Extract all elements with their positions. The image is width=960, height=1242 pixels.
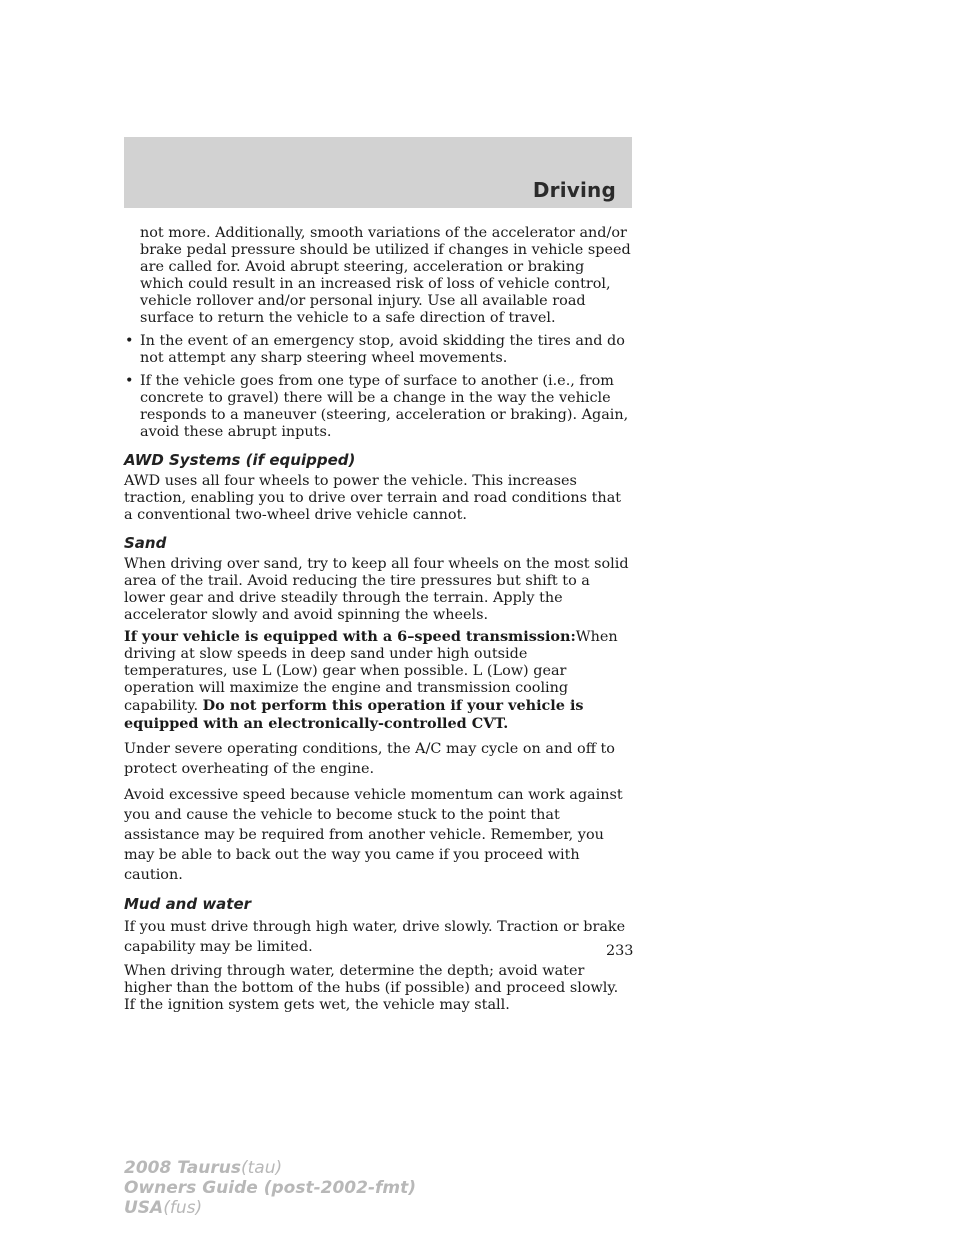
paragraph-ac-note: Under severe operating conditions, the A/C may cycle on and off to protect overheating of the engine. xyxy=(124,741,615,777)
continued-bullet-text: not more. Additionally, smooth variations of the accelerator and/or brake pedal pressure should be utilized if changes in vehicle speed are called for. Avoid abrupt steering, acceleration or braking which could result in an increased risk of loss of vehicle control, vehicle rollover and/or personal injury. Use all available road surface to return the vehicle to a safe direction of travel. xyxy=(140,225,631,326)
paragraph-transmission xyxy=(124,628,632,733)
page-content xyxy=(124,225,632,1014)
heading-sand: Sand xyxy=(124,534,167,552)
section-title: Driving xyxy=(532,178,616,202)
transmission-text: When driving at slow speeds in deep sand under high outside temperatures, use L (Low) gear when possible. L (Low) gear operation will maximize the engine and transmission cooling capability. xyxy=(124,629,618,714)
transmission-warning: Do not perform this operation if your vehicle is equipped with an electronically-controlled CVT. xyxy=(124,697,584,732)
document-footer xyxy=(124,1158,416,1218)
bullet-text: In the event of an emergency stop, avoid skidding the tires and do not attempt any sharp steering wheel movements. xyxy=(140,333,625,366)
page-number: 233 xyxy=(606,943,634,959)
footer-line-guide: Owners Guide (post-2002-fmt) xyxy=(124,1178,417,1198)
bullet-icon: • xyxy=(125,373,134,389)
section-header-band xyxy=(124,137,632,208)
bullet-icon: • xyxy=(125,333,134,349)
footer-line-market: USA(fus) xyxy=(124,1198,203,1218)
footer-line-model: 2008 Taurus(tau) xyxy=(124,1158,283,1178)
paragraph-awd: AWD uses all four wheels to power the vehicle. This increases traction, enabling you to drive over terrain and road conditions that a conventional two-wheel drive vehicle cannot. xyxy=(124,473,622,523)
bullet-item-emergency-stop xyxy=(124,333,632,367)
paragraph-high-water: If you must drive through high water, drive slowly. Traction or brake capability may be limited. xyxy=(124,919,626,955)
heading-mud-and-water: Mud and water xyxy=(124,895,252,913)
bullet-item-surface-change xyxy=(124,373,632,441)
transmission-lead: If your vehicle is equipped with a 6–speed transmission: xyxy=(124,628,576,645)
paragraph-sand: When driving over sand, try to keep all four wheels on the most solid area of the trail. Avoid reducing the tire pressures but shift to a lower gear and drive steadily through the terrain. Apply the accelerator slowly and avoid spinning the wheels. xyxy=(124,556,629,623)
paragraph-speed-note: Avoid excessive speed because vehicle momentum can work against you and cause the vehicle to become stuck to the point that assistance may be required from another vehicle. Remember, you may be able to back out the way you came if you proceed with caution. xyxy=(124,787,623,883)
heading-awd-systems: AWD Systems (if equipped) xyxy=(124,451,356,469)
paragraph-water-depth: When driving through water, determine the depth; avoid water higher than the bottom of the hubs (if possible) and proceed slowly. If the ignition system gets wet, the vehicle may stall. xyxy=(124,963,619,1013)
bullet-text: If the vehicle goes from one type of surface to another (i.e., from concrete to gravel) there will be a change in the way the vehicle responds to a maneuver (steering, acceleration or braking). Again, avoid these abrupt inputs. xyxy=(140,373,629,440)
